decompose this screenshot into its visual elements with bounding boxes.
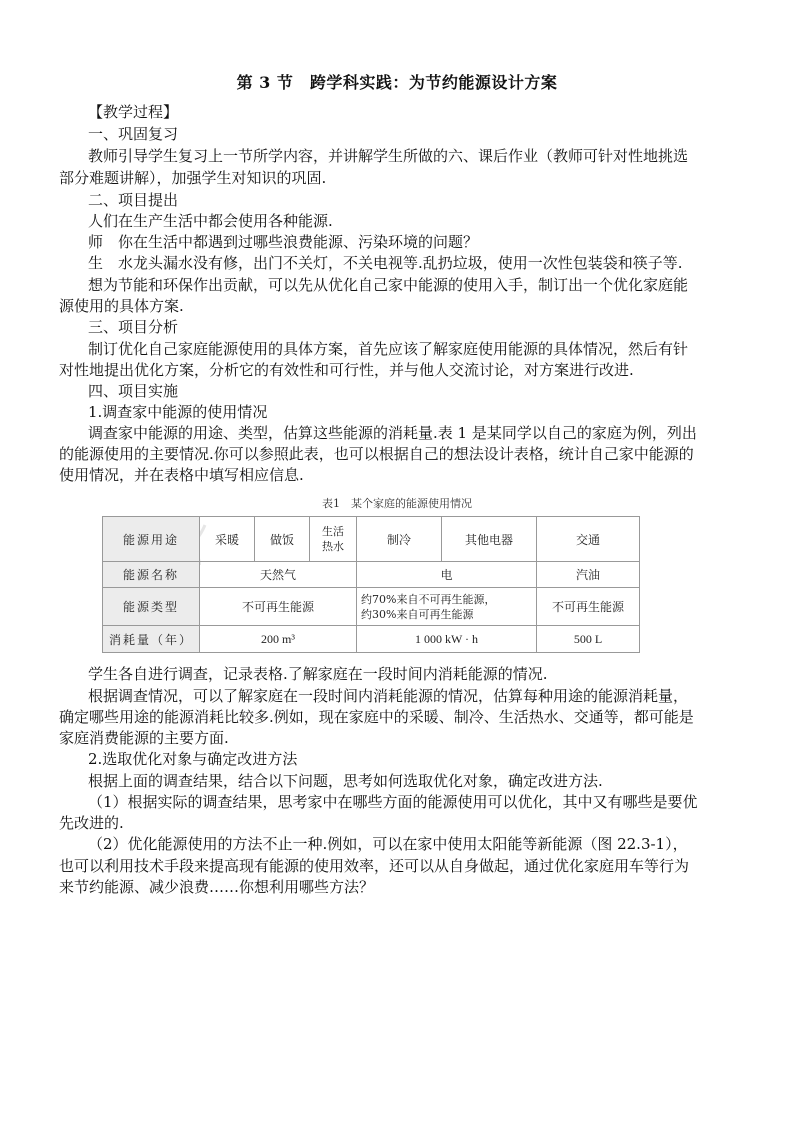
teacher-question: 师 你在生活中都遇到过哪些浪费能源、污染环境的问题？ bbox=[88, 233, 479, 251]
table-row bbox=[103, 562, 640, 588]
row-header-name: 能源名称 bbox=[103, 562, 200, 588]
table-cell: 不可再生能源 bbox=[537, 588, 640, 626]
paragraph-line: 教师引导学生复习上一节所学内容，并讲解学生所做的六、课后作业（教师可针对性地挑选 bbox=[88, 147, 689, 165]
paragraph-line: 先改进的. bbox=[59, 814, 124, 832]
paragraph-line: 制订优化自己家庭能源使用的具体方案，首先应该了解家庭使用能源的具体情况，然后有针 bbox=[88, 340, 689, 358]
table-caption: 表1 某个家庭的能源使用情况 bbox=[322, 497, 472, 510]
table-cell: 200 m³ bbox=[200, 626, 357, 653]
table-cell: 不可再生能源 bbox=[200, 588, 357, 626]
row-header-type: 能源类型 bbox=[103, 588, 200, 626]
table-cell: 做饭 bbox=[255, 517, 310, 562]
paragraph-line: 想为节能和环保作出贡献，可以先从优化自己家中能源的使用入手，制订出一个优化家庭能 bbox=[88, 276, 689, 294]
student-answer: 生 水龙头漏水没有修，出门不关灯，不关电视等.乱扔垃圾，使用一次性包装袋和筷子等. bbox=[88, 254, 683, 272]
section-title: 第 3 节 跨学科实践：为节约能源设计方案 bbox=[236, 73, 558, 92]
table-cell: 交通 bbox=[537, 517, 640, 562]
paragraph-line: 调查家中能源的用途、类型，估算这些能源的消耗量.表 1 是某同学以自己的家庭为例，列出 bbox=[88, 424, 697, 442]
teaching-process-heading: 【教学过程】 bbox=[88, 103, 179, 121]
row-header-usage: 能源用途 bbox=[103, 517, 200, 562]
table-cell bbox=[357, 588, 537, 626]
paragraph-line: 根据上面的调查结果，结合以下问题，思考如何选取优化对象，确定改进方法. bbox=[88, 772, 603, 790]
table-row bbox=[103, 588, 640, 626]
paragraph-line: 来节约能源、减少浪费……你想利用哪些方法？ bbox=[59, 878, 375, 896]
table-cell: 天然气 bbox=[200, 562, 357, 588]
table-row bbox=[103, 517, 640, 562]
project-implementation-heading: 四、项目实施 bbox=[88, 382, 179, 400]
table-cell: 其他电器 bbox=[442, 517, 537, 562]
subsection-heading: 1.调查家中能源的使用情况 bbox=[88, 403, 268, 421]
electricity-type-line: 约70%来自不可再生能源， bbox=[361, 592, 496, 606]
paragraph-line: 根据调查情况，可以了解家庭在一段时间内消耗能源的情况，估算每种用途的能源消耗量， bbox=[88, 687, 689, 705]
table-cell: 500 L bbox=[537, 626, 640, 653]
row-header-consumption: 消耗量（年） bbox=[103, 626, 200, 653]
energy-usage-table bbox=[102, 516, 640, 653]
subsection-heading: 2.选取优化对象与确定改进方法 bbox=[88, 750, 298, 768]
question-item: （1）根据实际的调查结果，思考家中在哪些方面的能源使用可以优化，其中又有哪些是要优 bbox=[88, 793, 698, 811]
review-heading: 一、巩固复习 bbox=[88, 125, 179, 143]
paragraph-line: 人们在生产生活中都会使用各种能源. bbox=[88, 212, 333, 230]
paragraph-line: 的能源使用的主要情况.你可以参照此表，也可以根据自己的想法设计表格，统计自己家中能源的 bbox=[59, 445, 694, 463]
table-row bbox=[103, 626, 640, 653]
table-cell: 电 bbox=[357, 562, 537, 588]
paragraph-line: 对性地提出优化方案，分析它的有效性和可行性，并与他人交流讨论，对方案进行改进. bbox=[59, 361, 634, 379]
table-cell bbox=[310, 517, 357, 562]
table-cell: 采暖 bbox=[200, 517, 255, 562]
paragraph-line: 源使用的具体方案. bbox=[59, 297, 184, 315]
paragraph-line: 家庭消费能源的主要方面. bbox=[59, 729, 229, 747]
table-cell: 1 000 kW · h bbox=[357, 626, 537, 653]
paragraph-line: 部分难题讲解），加强学生对知识的巩固. bbox=[59, 169, 327, 187]
paragraph-line: 确定哪些用途的能源消耗比较多.例如，现在家庭中的采暖、制冷、生活热水、交通等，都可能是 bbox=[59, 708, 694, 726]
project-proposal-heading: 二、项目提出 bbox=[88, 191, 179, 209]
hot-water-label: 生活热水 bbox=[322, 525, 344, 553]
table-cell: 汽油 bbox=[537, 562, 640, 588]
paragraph-line: 也可以利用技术手段来提高现有能源的使用效率，还可以从自身做起，通过优化家庭用车等行为 bbox=[59, 857, 690, 875]
paragraph-line: 学生各自进行调查，记录表格.了解家庭在一段时间内消耗能源的情况. bbox=[88, 665, 548, 683]
question-item: （2）优化能源使用的方法不止一种.例如，可以在家中使用太阳能等新能源（图 22.3-1）， bbox=[88, 835, 688, 853]
electricity-type-line: 约30%来自可再生能源 bbox=[361, 607, 474, 621]
paragraph-line: 使用情况，并在表格中填写相应信息. bbox=[59, 466, 304, 484]
project-analysis-heading: 三、项目分析 bbox=[88, 318, 179, 336]
table-cell: 制冷 bbox=[357, 517, 442, 562]
